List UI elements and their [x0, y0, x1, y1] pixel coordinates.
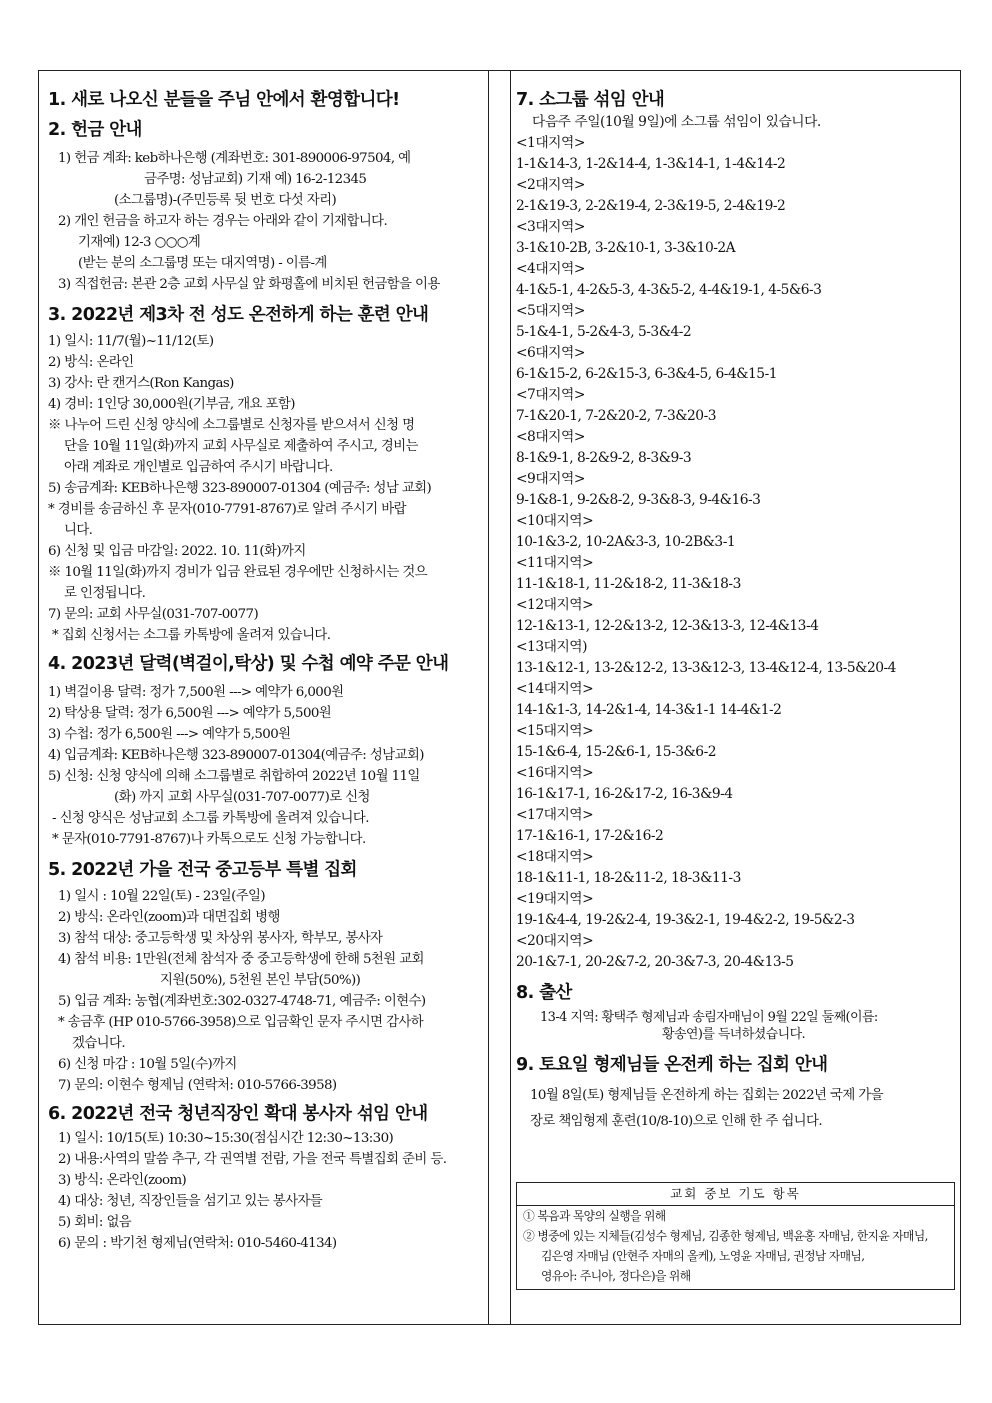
- right-column: [516, 78, 956, 1135]
- column-divider-left: [488, 70, 489, 1325]
- list-item: 20-1&7-1, 20-2&7-2, 20-3&7-3, 20-4&13-5: [516, 954, 794, 970]
- list-item: 6-1&15-2, 6-2&15-3, 6-3&4-5, 6-4&15-1: [516, 366, 778, 382]
- youth-line: 3) 참석 대상: 중고등학생 및 차상위 봉사자, 학부모, 봉사자: [58, 931, 383, 946]
- list-item: <7대지역>: [516, 387, 585, 403]
- list-item: 14-1&1-3, 14-2&1-4, 14-3&1-1 14-4&1-2: [516, 702, 782, 718]
- calendar-line: 2) 탁상용 달력: 정가 6,500원 ---> 예약가 5,500원: [48, 706, 332, 721]
- left-column: [48, 78, 484, 1254]
- youth-line: 겠습니다.: [72, 1036, 125, 1051]
- list-item: 7-1&20-1, 7-2&20-2, 7-3&20-3: [516, 408, 717, 424]
- training-line: ※ 나누어 드린 신청 양식에 소그룹별로 신청자를 받으셔서 신청 명: [48, 418, 415, 433]
- calendar-line: (화) 까지 교회 사무실(031-707-0077)로 신청: [114, 790, 370, 805]
- section-smallgroup-title: 7. 소그룹 섞임 안내: [516, 90, 665, 110]
- prayer-item: ② 병중에 있는 지체들(김성수 형제님, 김종한 형제님, 백윤홍 자매님, 한지윤 자매님,: [523, 1229, 928, 1243]
- list-item: <14대지역>: [516, 681, 594, 697]
- list-item: 10-1&3-2, 10-2A&3-3, 10-2B&3-1: [516, 534, 736, 550]
- training-line: * 경비를 송금하신 후 문자(010-7791-8767)로 알려 주시기 바랍: [48, 502, 406, 517]
- saturday-line: 장로 책임형제 훈련(10/8-10)으로 인해 한 주 쉽니다.: [530, 1114, 822, 1129]
- calendar-line: 1) 벽걸이용 달력: 정가 7,500원 ---> 예약가 6,000원: [48, 685, 344, 700]
- list-item: <19대지역>: [516, 891, 594, 907]
- list-item: 13-1&12-1, 13-2&12-2, 13-3&12-3, 13-4&12-4, 13-5&20-4: [516, 660, 896, 676]
- training-line: 4) 경비: 1인당 30,000원(기부금, 개요 포함): [48, 397, 295, 412]
- list-item: 19-1&4-4, 19-2&2-4, 19-3&2-1, 19-4&2-2, 19-5&2-3: [516, 912, 855, 928]
- list-item: <11대지역>: [516, 555, 594, 571]
- list-item: 2-1&19-3, 2-2&19-4, 2-3&19-5, 2-4&19-2: [516, 198, 786, 214]
- calendar-line: 3) 수첩: 정가 6,500원 ---> 예약가 5,500원: [48, 727, 291, 742]
- list-item: <4대지역>: [516, 261, 585, 277]
- workers-line: 6) 문의 : 박기천 형제님(연락처: 010-5460-4134): [58, 1236, 337, 1251]
- list-item: 8-1&9-1, 8-2&9-2, 8-3&9-3: [516, 450, 692, 466]
- training-line: 로 인정됩니다.: [64, 586, 146, 601]
- list-item: 18-1&11-1, 18-2&11-2, 18-3&11-3: [516, 870, 741, 886]
- calendar-line: 4) 입금계좌: KEB하나은행 323-890007-01304(예금주: 성남교회): [48, 748, 424, 763]
- section-saturday-title: 9. 토요일 형제님들 온전케 하는 집회 안내: [516, 1055, 828, 1075]
- list-item: <18대지역>: [516, 849, 594, 865]
- section-birth-title: 8. 출산: [516, 983, 572, 1003]
- training-line: 7) 문의: 교회 사무실(031-707-0077): [48, 607, 259, 622]
- list-item: <8대지역>: [516, 429, 585, 445]
- youth-line: 5) 입금 계좌: 농협(계좌번호:302-0327-4748-71, 예금주: 이현수): [58, 994, 426, 1009]
- list-item: <6대지역>: [516, 345, 585, 361]
- calendar-line: 5) 신청: 신청 양식에 의해 소그룹별로 취합하여 2022년 10월 11일: [48, 769, 420, 784]
- training-line: 3) 강사: 란 캔거스(Ron Kangas): [48, 376, 234, 391]
- smallgroup-list: [516, 133, 956, 973]
- list-item: <16대지역>: [516, 765, 594, 781]
- list-item: <9대지역>: [516, 471, 585, 487]
- workers-line: 2) 내용:사역의 말씀 추구, 각 권역별 전람, 가을 전국 특별집회 준비 등.: [58, 1152, 447, 1167]
- list-item: <5대지역>: [516, 303, 585, 319]
- list-item: <10대지역>: [516, 513, 594, 529]
- training-line: 5) 송금계좌: KEB하나은행 323-890007-01304 (예금주: 성남 교회): [48, 481, 432, 496]
- list-item: 4-1&5-1, 4-2&5-3, 4-3&5-2, 4-4&19-1, 4-5&6-3: [516, 282, 822, 298]
- calendar-line: * 문자(010-7791-8767)나 카톡으로도 신청 가능합니다.: [52, 832, 366, 847]
- prayer-item: ① 복음과 목양의 실행을 위해: [523, 1209, 666, 1223]
- prayer-item: 김은영 자매님 (안현주 자매의 올케), 노영윤 자매님, 권정남 자매님,: [541, 1249, 865, 1263]
- list-item: 12-1&13-1, 12-2&13-2, 12-3&13-3, 12-4&13-4: [516, 618, 819, 634]
- training-line: 1) 일시: 11/7(월)~11/12(토): [48, 334, 214, 349]
- offering-line: (소그룹명)-(주민등록 뒷 번호 다섯 자리): [114, 193, 337, 208]
- saturday-line: 10월 8일(토) 형제님들 온전하게 하는 집회는 2022년 국제 가을: [530, 1088, 883, 1103]
- workers-line: 4) 대상: 청년, 직장인들을 섬기고 있는 봉사자들: [58, 1194, 323, 1209]
- list-item: 1-1&14-3, 1-2&14-4, 1-3&14-1, 1-4&14-2: [516, 156, 786, 172]
- offering-line: (받는 분의 소그룹명 또는 대지역명) - 이름-계: [78, 256, 327, 271]
- youth-line: 1) 일시 : 10월 22일(토) - 23일(주일): [58, 889, 266, 904]
- youth-line: 6) 신청 마감 : 10월 5일(수)까지: [58, 1057, 237, 1072]
- section-training-title: 3. 2022년 제3차 전 성도 온전하게 하는 훈련 안내: [48, 305, 429, 325]
- list-item: 16-1&17-1, 16-2&17-2, 16-3&9-4: [516, 786, 733, 802]
- list-item: <15대지역>: [516, 723, 594, 739]
- section-calendar-title: 4. 2023년 달력(벽걸이,탁상) 및 수첩 예약 주문 안내: [48, 654, 449, 674]
- list-item: 9-1&8-1, 9-2&8-2, 9-3&8-3, 9-4&16-3: [516, 492, 761, 508]
- prayer-box: [516, 1182, 955, 1290]
- training-line: 2) 방식: 온라인: [48, 355, 134, 370]
- training-line: * 집회 신청서는 소그룹 카톡방에 올려져 있습니다.: [52, 628, 331, 643]
- list-item: <12대지역>: [516, 597, 594, 613]
- list-item: 3-1&10-2B, 3-2&10-1, 3-3&10-2A: [516, 240, 736, 256]
- column-divider-right: [510, 70, 511, 1325]
- list-item: <2대지역>: [516, 177, 585, 193]
- youth-line: 지원(50%), 5천원 본인 부담(50%)): [160, 973, 361, 988]
- list-item: <13대지역): [516, 639, 587, 655]
- offering-line: 3) 직접헌금: 본관 2층 교회 사무실 앞 화평홀에 비치된 헌금함을 이용: [58, 277, 440, 292]
- section-youth-title: 5. 2022년 가을 전국 중고등부 특별 집회: [48, 860, 357, 880]
- workers-line: 3) 방식: 온라인(zoom): [58, 1173, 187, 1188]
- section-workers-title: 6. 2022년 전국 청년직장인 확대 봉사자 섞임 안내: [48, 1104, 428, 1124]
- list-item: <17대지역>: [516, 807, 594, 823]
- offering-line: 2) 개인 헌금을 하고자 하는 경우는 아래와 같이 기재합니다.: [58, 214, 388, 229]
- youth-line: 2) 방식: 온라인(zoom)과 대면집회 병행: [58, 910, 280, 925]
- list-item: 5-1&4-1, 5-2&4-3, 5-3&4-2: [516, 324, 692, 340]
- calendar-line: - 신청 양식은 성남교회 소그룹 카톡방에 올려져 있습니다.: [52, 811, 369, 826]
- workers-line: 5) 회비: 없음: [58, 1215, 132, 1230]
- section-offering-title: 2. 헌금 안내: [48, 120, 142, 140]
- training-line: ※ 10월 11일(화)까지 경비가 입금 완료된 경우에만 신청하시는 것으: [48, 565, 428, 580]
- training-line: 니다.: [64, 523, 93, 538]
- prayer-item: 영유아: 주니아, 정다은)을 위해: [541, 1269, 691, 1283]
- list-item: <1대지역>: [516, 135, 585, 151]
- section-welcome-title: 1. 새로 나오신 분들을 주님 안에서 환영합니다!: [48, 90, 400, 110]
- smallgroup-intro: 다음주 주일(10월 9일)에 소그룹 섞임이 있습니다.: [532, 114, 821, 130]
- list-item: <20대지역>: [516, 933, 594, 949]
- prayer-box-title: 교회 중보 기도 항목: [517, 1183, 954, 1206]
- youth-line: * 송금후 (HP 010-5766-3958)으로 입금확인 문자 주시면 감사하: [58, 1015, 424, 1030]
- birth-line: 황송연)를 득녀하셨습니다.: [662, 1027, 806, 1042]
- training-line: 단을 10월 11일(화)까지 교회 사무실로 제출하여 주시고, 경비는: [64, 439, 418, 454]
- training-line: 6) 신청 및 입금 마감일: 2022. 10. 11(화)까지: [48, 544, 306, 559]
- list-item: 17-1&16-1, 17-2&16-2: [516, 828, 664, 844]
- list-item: 11-1&18-1, 11-2&18-2, 11-3&18-3: [516, 576, 741, 592]
- offering-line: 금주명: 성남교회) 기재 예) 16-2-12345: [144, 172, 367, 187]
- youth-line: 7) 문의: 이현수 형제님 (연락처: 010-5766-3958): [58, 1078, 337, 1093]
- list-item: 15-1&6-4, 15-2&6-1, 15-3&6-2: [516, 744, 717, 760]
- workers-line: 1) 일시: 10/15(토) 10:30~15:30(점심시간 12:30~13:30): [58, 1131, 394, 1146]
- youth-line: 4) 참석 비용: 1만원(전체 참석자 중 중고등학생에 한해 5천원 교회: [58, 952, 424, 967]
- birth-line: 13-4 지역: 황택주 형제님과 송림자매님이 9월 22일 둘째(이름:: [540, 1010, 878, 1025]
- offering-line: 1) 헌금 계좌: keb하나은행 (계좌번호: 301-890006-97504, 예: [58, 151, 411, 166]
- offering-line: 기재예) 12-3 ○○○계: [78, 235, 201, 250]
- training-line: 아래 계좌로 개인별로 입금하여 주시기 바랍니다.: [64, 460, 333, 475]
- list-item: <3대지역>: [516, 219, 585, 235]
